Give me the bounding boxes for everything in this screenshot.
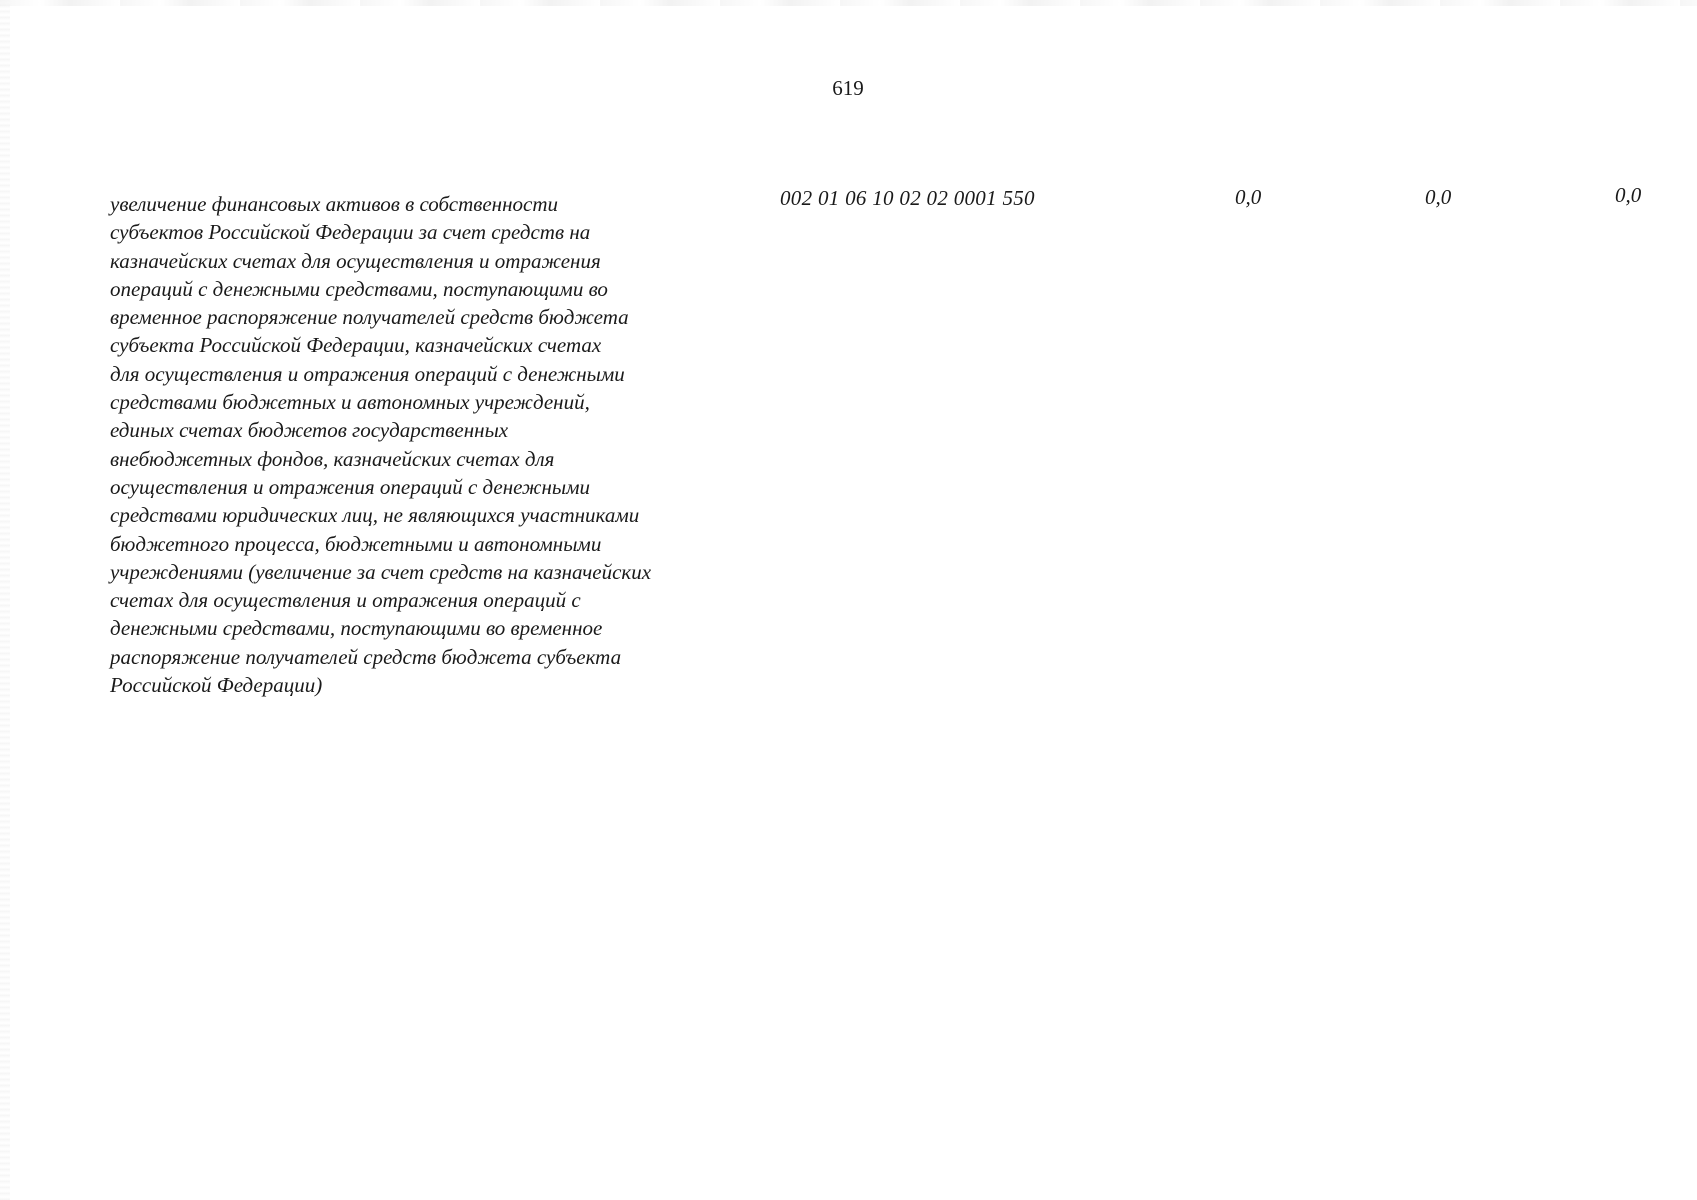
amount-value-2: 0,0 bbox=[1425, 185, 1452, 209]
row-description bbox=[110, 190, 760, 699]
description-line: счетах для осуществления и отражения операций с bbox=[110, 588, 581, 613]
description-line: казначейских счетах для осуществления и отражения bbox=[110, 248, 601, 273]
description-line: средствами бюджетных и автономных учреждений, bbox=[110, 390, 590, 415]
description-line: Российской Федерации) bbox=[110, 673, 323, 698]
description-line: внебюджетных фондов, казначейских счетах для bbox=[110, 446, 555, 471]
description-line: увеличение финансовых активов в собственности bbox=[110, 192, 559, 216]
page-number: 619 bbox=[832, 76, 864, 100]
description-line: субъектов Российской Федерации за счет средств на bbox=[110, 220, 591, 245]
scan-edge-top bbox=[0, 0, 1697, 6]
description-line: субъекта Российской Федерации, казначейских счетах bbox=[110, 333, 602, 358]
scan-edge-left bbox=[0, 0, 10, 1200]
description-line: учреждениями (увеличение за счет средств на казначейских bbox=[110, 559, 652, 584]
description-line: бюджетного процесса, бюджетными и автономными bbox=[110, 531, 602, 556]
amount-value-1: 0,0 bbox=[1235, 185, 1262, 209]
budget-classification-code: 002 01 06 10 02 02 0001 550 bbox=[780, 186, 1035, 210]
description-line: временное распоряжение получателей средств бюджета bbox=[110, 305, 629, 330]
description-line: средствами юридических лиц, не являющихся участниками bbox=[110, 503, 640, 528]
description-line: операций с денежными средствами, поступающими во bbox=[110, 276, 608, 301]
description-line: распоряжение получателей средств бюджета субъекта bbox=[110, 644, 622, 669]
description-line: осуществления и отражения операций с денежными bbox=[110, 474, 591, 499]
description-line: денежными средствами, поступающими во временное bbox=[110, 616, 603, 641]
description-line: единых счетах бюджетов государственных bbox=[110, 418, 509, 443]
amount-value-3: 0,0 bbox=[1615, 183, 1642, 207]
description-line: для осуществления и отражения операций с денежными bbox=[110, 361, 625, 386]
